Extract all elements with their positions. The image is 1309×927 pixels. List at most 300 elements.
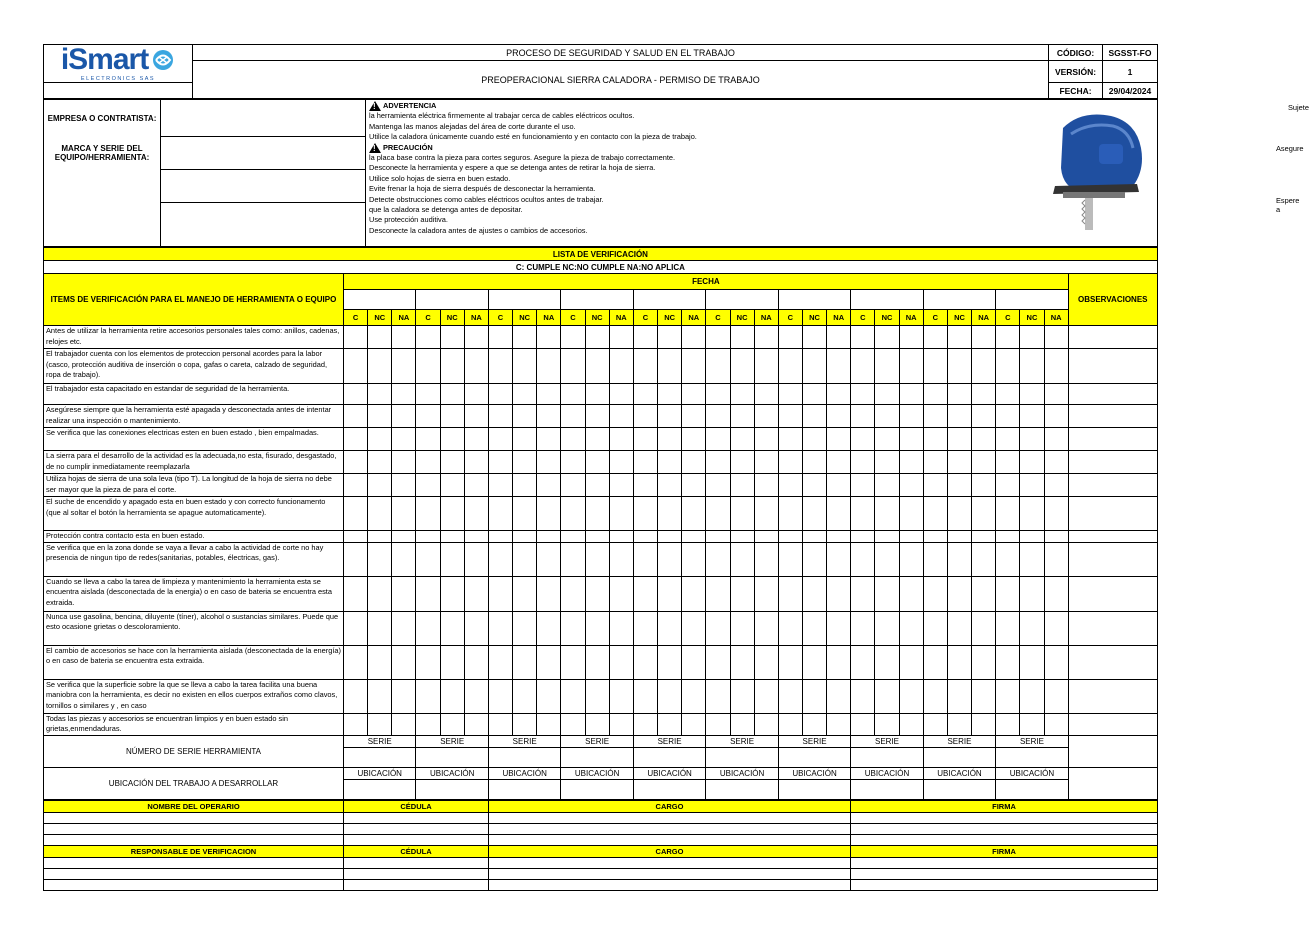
check-cell[interactable] <box>851 326 875 349</box>
check-cell[interactable] <box>923 384 947 405</box>
check-cell[interactable] <box>996 474 1020 497</box>
check-cell[interactable] <box>658 531 682 543</box>
check-cell[interactable] <box>802 531 826 543</box>
check-cell[interactable] <box>899 405 923 428</box>
cargo-field[interactable] <box>489 879 851 890</box>
check-cell[interactable] <box>996 576 1020 611</box>
check-cell[interactable] <box>561 384 585 405</box>
check-cell[interactable] <box>730 531 754 543</box>
cedula-field[interactable] <box>344 812 489 823</box>
check-cell[interactable] <box>513 713 537 735</box>
check-cell[interactable] <box>682 428 706 451</box>
check-cell[interactable] <box>1044 405 1068 428</box>
check-cell[interactable] <box>1044 679 1068 713</box>
check-cell[interactable] <box>996 349 1020 384</box>
check-cell[interactable] <box>609 428 633 451</box>
serie-field[interactable] <box>996 747 1068 767</box>
check-cell[interactable] <box>440 384 464 405</box>
check-cell[interactable] <box>585 349 609 384</box>
check-cell[interactable] <box>802 405 826 428</box>
check-cell[interactable] <box>488 713 512 735</box>
observaciones-cell[interactable] <box>1068 349 1157 384</box>
check-cell[interactable] <box>537 451 561 474</box>
ubicacion-field[interactable] <box>488 779 560 799</box>
cedula-field[interactable] <box>344 857 489 868</box>
check-cell[interactable] <box>827 611 851 645</box>
check-cell[interactable] <box>754 531 778 543</box>
check-cell[interactable] <box>1020 679 1044 713</box>
ubicacion-field[interactable] <box>633 779 705 799</box>
check-cell[interactable] <box>851 531 875 543</box>
firma-field[interactable] <box>851 879 1158 890</box>
check-cell[interactable] <box>464 349 488 384</box>
check-cell[interactable] <box>344 679 368 713</box>
observaciones-cell[interactable] <box>1068 645 1157 679</box>
check-cell[interactable] <box>561 428 585 451</box>
check-cell[interactable] <box>754 679 778 713</box>
check-cell[interactable] <box>561 531 585 543</box>
date-field[interactable] <box>561 290 633 310</box>
check-cell[interactable] <box>440 349 464 384</box>
check-cell[interactable] <box>561 611 585 645</box>
serie-field[interactable] <box>488 747 560 767</box>
check-cell[interactable] <box>464 542 488 576</box>
check-cell[interactable] <box>851 576 875 611</box>
check-cell[interactable] <box>658 349 682 384</box>
check-cell[interactable] <box>537 405 561 428</box>
check-cell[interactable] <box>972 611 996 645</box>
check-cell[interactable] <box>706 713 730 735</box>
observaciones-cell[interactable] <box>1068 428 1157 451</box>
check-cell[interactable] <box>561 576 585 611</box>
check-cell[interactable] <box>754 405 778 428</box>
check-cell[interactable] <box>488 576 512 611</box>
check-cell[interactable] <box>730 713 754 735</box>
responsable-field[interactable] <box>44 868 344 879</box>
check-cell[interactable] <box>947 713 971 735</box>
check-cell[interactable] <box>537 349 561 384</box>
ubicacion-field[interactable] <box>851 779 923 799</box>
check-cell[interactable] <box>392 326 416 349</box>
check-cell[interactable] <box>1044 645 1068 679</box>
check-cell[interactable] <box>392 611 416 645</box>
check-cell[interactable] <box>802 474 826 497</box>
check-cell[interactable] <box>730 428 754 451</box>
firma-field[interactable] <box>851 834 1158 845</box>
check-cell[interactable] <box>996 326 1020 349</box>
check-cell[interactable] <box>633 349 657 384</box>
check-cell[interactable] <box>682 384 706 405</box>
check-cell[interactable] <box>392 542 416 576</box>
date-field[interactable] <box>416 290 488 310</box>
observaciones-cell[interactable] <box>1068 405 1157 428</box>
check-cell[interactable] <box>778 384 802 405</box>
check-cell[interactable] <box>392 713 416 735</box>
check-cell[interactable] <box>899 713 923 735</box>
check-cell[interactable] <box>778 713 802 735</box>
check-cell[interactable] <box>996 679 1020 713</box>
check-cell[interactable] <box>947 531 971 543</box>
check-cell[interactable] <box>947 428 971 451</box>
check-cell[interactable] <box>802 679 826 713</box>
check-cell[interactable] <box>827 474 851 497</box>
check-cell[interactable] <box>416 531 440 543</box>
check-cell[interactable] <box>682 349 706 384</box>
check-cell[interactable] <box>851 542 875 576</box>
check-cell[interactable] <box>513 611 537 645</box>
check-cell[interactable] <box>633 474 657 497</box>
ubicacion-field[interactable] <box>561 779 633 799</box>
check-cell[interactable] <box>561 451 585 474</box>
check-cell[interactable] <box>1020 713 1044 735</box>
check-cell[interactable] <box>754 474 778 497</box>
observaciones-cell[interactable] <box>1068 497 1157 531</box>
check-cell[interactable] <box>585 576 609 611</box>
check-cell[interactable] <box>754 542 778 576</box>
check-cell[interactable] <box>368 611 392 645</box>
firma-field[interactable] <box>851 823 1158 834</box>
check-cell[interactable] <box>344 645 368 679</box>
check-cell[interactable] <box>754 611 778 645</box>
check-cell[interactable] <box>706 349 730 384</box>
check-cell[interactable] <box>972 497 996 531</box>
check-cell[interactable] <box>851 384 875 405</box>
check-cell[interactable] <box>996 428 1020 451</box>
check-cell[interactable] <box>658 679 682 713</box>
check-cell[interactable] <box>488 349 512 384</box>
check-cell[interactable] <box>682 542 706 576</box>
check-cell[interactable] <box>1020 349 1044 384</box>
date-field[interactable] <box>996 290 1068 310</box>
cargo-field[interactable] <box>489 834 851 845</box>
marca-field-2[interactable] <box>161 170 366 203</box>
serie-field[interactable] <box>416 747 488 767</box>
check-cell[interactable] <box>827 713 851 735</box>
check-cell[interactable] <box>875 349 899 384</box>
check-cell[interactable] <box>778 679 802 713</box>
check-cell[interactable] <box>537 428 561 451</box>
check-cell[interactable] <box>344 349 368 384</box>
date-field[interactable] <box>923 290 995 310</box>
check-cell[interactable] <box>802 713 826 735</box>
check-cell[interactable] <box>440 405 464 428</box>
check-cell[interactable] <box>778 474 802 497</box>
check-cell[interactable] <box>658 405 682 428</box>
check-cell[interactable] <box>802 326 826 349</box>
check-cell[interactable] <box>488 645 512 679</box>
check-cell[interactable] <box>392 497 416 531</box>
check-cell[interactable] <box>851 349 875 384</box>
check-cell[interactable] <box>658 611 682 645</box>
check-cell[interactable] <box>1044 428 1068 451</box>
check-cell[interactable] <box>585 428 609 451</box>
cargo-field[interactable] <box>489 857 851 868</box>
check-cell[interactable] <box>923 713 947 735</box>
check-cell[interactable] <box>1044 384 1068 405</box>
check-cell[interactable] <box>778 645 802 679</box>
check-cell[interactable] <box>609 326 633 349</box>
check-cell[interactable] <box>730 611 754 645</box>
check-cell[interactable] <box>851 451 875 474</box>
serie-field[interactable] <box>561 747 633 767</box>
check-cell[interactable] <box>658 326 682 349</box>
marca-field-3[interactable] <box>161 203 366 247</box>
check-cell[interactable] <box>827 645 851 679</box>
check-cell[interactable] <box>730 474 754 497</box>
check-cell[interactable] <box>368 542 392 576</box>
check-cell[interactable] <box>513 326 537 349</box>
check-cell[interactable] <box>923 542 947 576</box>
check-cell[interactable] <box>972 405 996 428</box>
check-cell[interactable] <box>899 384 923 405</box>
date-field[interactable] <box>344 290 416 310</box>
check-cell[interactable] <box>947 542 971 576</box>
check-cell[interactable] <box>585 451 609 474</box>
responsable-field[interactable] <box>44 879 344 890</box>
check-cell[interactable] <box>899 428 923 451</box>
check-cell[interactable] <box>754 645 778 679</box>
check-cell[interactable] <box>1020 428 1044 451</box>
check-cell[interactable] <box>923 576 947 611</box>
check-cell[interactable] <box>344 405 368 428</box>
check-cell[interactable] <box>464 645 488 679</box>
check-cell[interactable] <box>658 428 682 451</box>
check-cell[interactable] <box>464 531 488 543</box>
check-cell[interactable] <box>513 576 537 611</box>
check-cell[interactable] <box>513 428 537 451</box>
date-field[interactable] <box>706 290 778 310</box>
check-cell[interactable] <box>488 497 512 531</box>
check-cell[interactable] <box>609 405 633 428</box>
check-cell[interactable] <box>488 611 512 645</box>
check-cell[interactable] <box>464 474 488 497</box>
firma-field[interactable] <box>851 857 1158 868</box>
check-cell[interactable] <box>368 384 392 405</box>
check-cell[interactable] <box>947 405 971 428</box>
check-cell[interactable] <box>947 474 971 497</box>
check-cell[interactable] <box>488 542 512 576</box>
check-cell[interactable] <box>827 531 851 543</box>
check-cell[interactable] <box>706 542 730 576</box>
check-cell[interactable] <box>1044 326 1068 349</box>
check-cell[interactable] <box>706 679 730 713</box>
check-cell[interactable] <box>392 384 416 405</box>
check-cell[interactable] <box>923 428 947 451</box>
check-cell[interactable] <box>802 428 826 451</box>
serie-field[interactable] <box>706 747 778 767</box>
check-cell[interactable] <box>368 405 392 428</box>
check-cell[interactable] <box>561 497 585 531</box>
check-cell[interactable] <box>464 326 488 349</box>
check-cell[interactable] <box>875 645 899 679</box>
check-cell[interactable] <box>947 645 971 679</box>
check-cell[interactable] <box>923 474 947 497</box>
check-cell[interactable] <box>609 542 633 576</box>
check-cell[interactable] <box>972 451 996 474</box>
check-cell[interactable] <box>633 326 657 349</box>
check-cell[interactable] <box>875 405 899 428</box>
check-cell[interactable] <box>464 611 488 645</box>
check-cell[interactable] <box>416 497 440 531</box>
check-cell[interactable] <box>513 405 537 428</box>
check-cell[interactable] <box>899 576 923 611</box>
observaciones-cell[interactable] <box>1068 576 1157 611</box>
check-cell[interactable] <box>585 679 609 713</box>
check-cell[interactable] <box>899 451 923 474</box>
check-cell[interactable] <box>682 713 706 735</box>
check-cell[interactable] <box>947 497 971 531</box>
check-cell[interactable] <box>392 679 416 713</box>
check-cell[interactable] <box>585 405 609 428</box>
check-cell[interactable] <box>875 384 899 405</box>
serie-field[interactable] <box>851 747 923 767</box>
check-cell[interactable] <box>344 474 368 497</box>
serie-field[interactable] <box>778 747 850 767</box>
check-cell[interactable] <box>706 576 730 611</box>
check-cell[interactable] <box>996 451 1020 474</box>
check-cell[interactable] <box>464 405 488 428</box>
operario-field[interactable] <box>44 834 344 845</box>
check-cell[interactable] <box>875 474 899 497</box>
check-cell[interactable] <box>1044 349 1068 384</box>
check-cell[interactable] <box>440 497 464 531</box>
operario-field[interactable] <box>44 823 344 834</box>
check-cell[interactable] <box>1044 713 1068 735</box>
check-cell[interactable] <box>802 451 826 474</box>
check-cell[interactable] <box>368 474 392 497</box>
check-cell[interactable] <box>923 326 947 349</box>
check-cell[interactable] <box>875 679 899 713</box>
check-cell[interactable] <box>682 645 706 679</box>
check-cell[interactable] <box>344 326 368 349</box>
check-cell[interactable] <box>440 531 464 543</box>
check-cell[interactable] <box>706 405 730 428</box>
check-cell[interactable] <box>730 645 754 679</box>
check-cell[interactable] <box>996 531 1020 543</box>
check-cell[interactable] <box>851 611 875 645</box>
check-cell[interactable] <box>585 326 609 349</box>
observaciones-cell[interactable] <box>1068 474 1157 497</box>
check-cell[interactable] <box>972 679 996 713</box>
check-cell[interactable] <box>658 451 682 474</box>
check-cell[interactable] <box>633 384 657 405</box>
check-cell[interactable] <box>827 428 851 451</box>
check-cell[interactable] <box>609 451 633 474</box>
check-cell[interactable] <box>658 384 682 405</box>
check-cell[interactable] <box>513 497 537 531</box>
check-cell[interactable] <box>754 497 778 531</box>
check-cell[interactable] <box>537 531 561 543</box>
check-cell[interactable] <box>754 326 778 349</box>
check-cell[interactable] <box>440 428 464 451</box>
check-cell[interactable] <box>537 474 561 497</box>
check-cell[interactable] <box>1020 645 1044 679</box>
check-cell[interactable] <box>513 531 537 543</box>
cedula-field[interactable] <box>344 823 489 834</box>
check-cell[interactable] <box>537 679 561 713</box>
check-cell[interactable] <box>754 576 778 611</box>
check-cell[interactable] <box>537 542 561 576</box>
check-cell[interactable] <box>778 611 802 645</box>
check-cell[interactable] <box>827 451 851 474</box>
check-cell[interactable] <box>875 428 899 451</box>
check-cell[interactable] <box>488 384 512 405</box>
operario-field[interactable] <box>44 812 344 823</box>
check-cell[interactable] <box>368 428 392 451</box>
check-cell[interactable] <box>730 326 754 349</box>
check-cell[interactable] <box>802 497 826 531</box>
check-cell[interactable] <box>488 451 512 474</box>
check-cell[interactable] <box>754 713 778 735</box>
check-cell[interactable] <box>827 679 851 713</box>
check-cell[interactable] <box>1044 474 1068 497</box>
check-cell[interactable] <box>585 497 609 531</box>
check-cell[interactable] <box>392 645 416 679</box>
check-cell[interactable] <box>585 611 609 645</box>
check-cell[interactable] <box>440 713 464 735</box>
check-cell[interactable] <box>392 474 416 497</box>
check-cell[interactable] <box>440 474 464 497</box>
check-cell[interactable] <box>682 405 706 428</box>
ubicacion-field[interactable] <box>416 779 488 799</box>
check-cell[interactable] <box>392 428 416 451</box>
observaciones-cell[interactable] <box>1068 542 1157 576</box>
check-cell[interactable] <box>802 384 826 405</box>
check-cell[interactable] <box>368 497 392 531</box>
check-cell[interactable] <box>899 645 923 679</box>
check-cell[interactable] <box>585 531 609 543</box>
check-cell[interactable] <box>633 576 657 611</box>
check-cell[interactable] <box>537 326 561 349</box>
check-cell[interactable] <box>488 326 512 349</box>
serie-field[interactable] <box>923 747 995 767</box>
check-cell[interactable] <box>778 428 802 451</box>
check-cell[interactable] <box>440 542 464 576</box>
check-cell[interactable] <box>658 645 682 679</box>
observaciones-cell[interactable] <box>1068 679 1157 713</box>
check-cell[interactable] <box>923 611 947 645</box>
check-cell[interactable] <box>923 645 947 679</box>
ubicacion-field[interactable] <box>344 779 416 799</box>
check-cell[interactable] <box>706 428 730 451</box>
check-cell[interactable] <box>1020 531 1044 543</box>
check-cell[interactable] <box>682 576 706 611</box>
cargo-field[interactable] <box>489 823 851 834</box>
check-cell[interactable] <box>802 349 826 384</box>
check-cell[interactable] <box>488 405 512 428</box>
check-cell[interactable] <box>1020 451 1044 474</box>
check-cell[interactable] <box>1020 542 1044 576</box>
firma-field[interactable] <box>851 868 1158 879</box>
check-cell[interactable] <box>1020 611 1044 645</box>
check-cell[interactable] <box>875 326 899 349</box>
check-cell[interactable] <box>344 451 368 474</box>
check-cell[interactable] <box>875 542 899 576</box>
check-cell[interactable] <box>802 576 826 611</box>
check-cell[interactable] <box>658 713 682 735</box>
ubicacion-field[interactable] <box>706 779 778 799</box>
check-cell[interactable] <box>1020 384 1044 405</box>
check-cell[interactable] <box>513 384 537 405</box>
check-cell[interactable] <box>706 611 730 645</box>
check-cell[interactable] <box>802 542 826 576</box>
check-cell[interactable] <box>923 531 947 543</box>
check-cell[interactable] <box>416 611 440 645</box>
check-cell[interactable] <box>996 384 1020 405</box>
check-cell[interactable] <box>778 326 802 349</box>
check-cell[interactable] <box>537 611 561 645</box>
check-cell[interactable] <box>633 611 657 645</box>
